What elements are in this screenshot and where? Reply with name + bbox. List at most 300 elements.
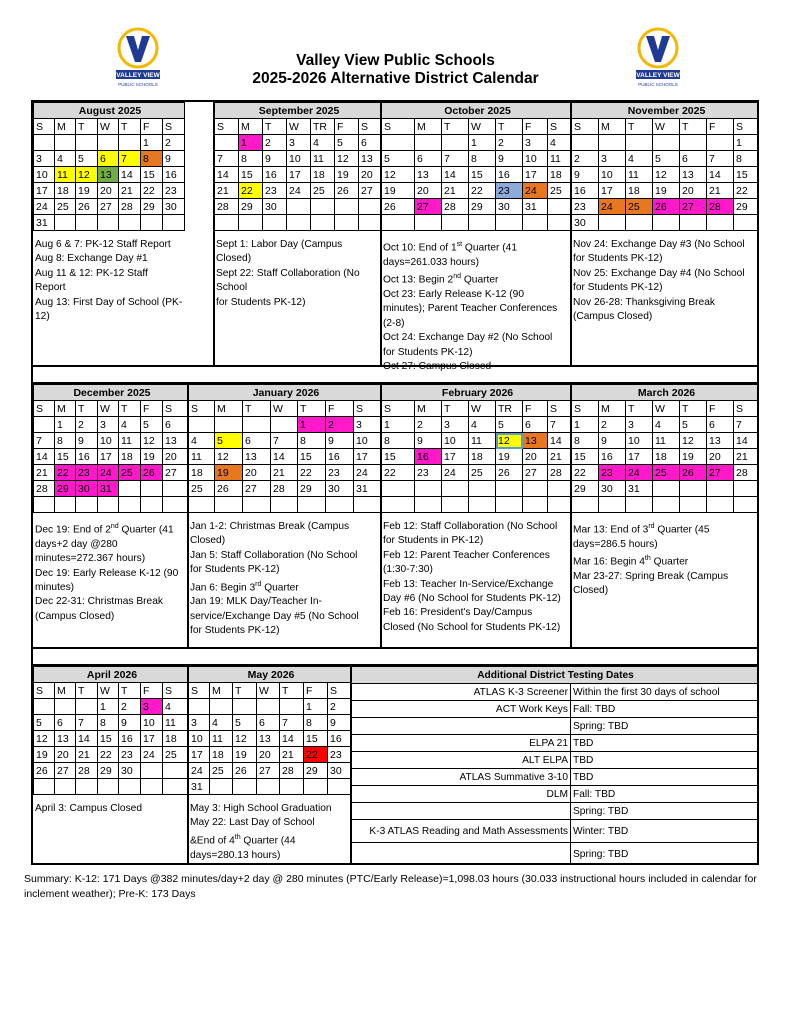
day-cell: 2 (572, 151, 599, 167)
day-cell (34, 417, 55, 433)
weekday-header: S (189, 683, 210, 699)
weekday-header: F (523, 119, 548, 135)
weekday-header: M (55, 683, 76, 699)
weekday-header: W (271, 401, 298, 417)
day-cell: 25 (311, 183, 335, 199)
day-cell (626, 215, 653, 231)
note-line: Dec 22-31: Christmas Break (35, 596, 163, 608)
day-cell: 1 (382, 417, 415, 433)
day-cell: 31 (34, 215, 55, 231)
day-cell: 11 (653, 433, 680, 449)
day-cell: 17 (189, 747, 210, 763)
day-cell: 26 (680, 465, 707, 481)
day-cell (163, 763, 189, 779)
day-cell (328, 779, 352, 795)
day-cell (496, 215, 523, 231)
day-cell: 28 (442, 199, 469, 215)
day-cell (215, 215, 239, 231)
day-cell (572, 135, 599, 151)
day-cell: 14 (215, 167, 239, 183)
day-cell: 2 (119, 699, 141, 715)
day-cell: 22 (141, 183, 163, 199)
day-cell: 10 (34, 167, 55, 183)
day-cell: 4 (189, 433, 215, 449)
day-cell (548, 481, 572, 497)
weekday-header: M (210, 683, 233, 699)
day-cell: 16 (496, 167, 523, 183)
day-cell: 8 (298, 433, 326, 449)
day-cell (263, 215, 287, 231)
day-cell: 23 (119, 747, 141, 763)
day-cell: 19 (76, 183, 98, 199)
calendar-title: 2025-2026 Alternative District Calendar (252, 70, 539, 87)
day-cell (215, 135, 239, 151)
day-cell: 26 (141, 465, 163, 481)
day-cell: 20 (707, 449, 734, 465)
note-line: &End of 4th Quarter (44 (190, 833, 296, 847)
day-cell: 29 (734, 199, 760, 215)
day-cell (280, 699, 304, 715)
test-name (352, 803, 571, 820)
test-date: TBD (571, 735, 760, 752)
note-line: for Students PK-12) (573, 253, 663, 265)
day-cell: 29 (304, 763, 328, 779)
day-cell: 24 (189, 763, 210, 779)
day-cell: 26 (335, 183, 359, 199)
day-cell: 20 (415, 183, 442, 199)
note-line: Closed (No School for Students PK-12) (383, 621, 561, 633)
note-line: days+2 day @280 (35, 538, 118, 550)
day-cell: 6 (523, 417, 548, 433)
day-cell: 20 (243, 465, 271, 481)
day-cell (215, 417, 243, 433)
day-cell: 13 (55, 731, 76, 747)
weekday-header: S (189, 401, 215, 417)
day-cell: 25 (548, 183, 572, 199)
day-cell: 3 (442, 417, 469, 433)
test-name: ELPA 21 (352, 735, 571, 752)
day-cell (257, 699, 280, 715)
day-cell (98, 215, 119, 231)
day-cell: 22 (98, 747, 119, 763)
day-cell: 11 (469, 433, 496, 449)
day-cell: 6 (163, 417, 189, 433)
day-cell: 6 (415, 151, 442, 167)
note-line: Jan 1-2: Christmas Break (Campus (190, 521, 350, 532)
day-cell: 30 (263, 199, 287, 215)
note-line: Mar 16: Begin 4th Quarter (573, 555, 689, 568)
day-cell: 3 (141, 699, 163, 715)
weekday-header: T (76, 119, 98, 135)
weekday-header: S (548, 401, 572, 417)
day-cell (548, 497, 572, 513)
note-line: Feb 12: Staff Collaboration (No School (383, 521, 558, 532)
day-cell (34, 779, 55, 795)
day-cell (210, 779, 233, 795)
day-cell: 22 (572, 465, 599, 481)
day-cell (233, 779, 257, 795)
note-line: Mar 23-27: Spring Break (Campus (573, 571, 729, 582)
day-cell: 24 (599, 199, 626, 215)
day-cell (707, 481, 734, 497)
day-cell: 14 (271, 449, 298, 465)
day-cell: 29 (469, 199, 496, 215)
note-line: Jan 19: MLK Day/Teacher In- (190, 596, 322, 608)
note-line: for Students PK-12) (216, 296, 306, 308)
weekday-header: S (734, 401, 760, 417)
day-cell (415, 497, 442, 513)
day-cell (523, 481, 548, 497)
day-cell: 2 (163, 135, 185, 151)
day-cell: 30 (76, 481, 98, 497)
day-cell: 17 (287, 167, 311, 183)
weekday-header: T (76, 683, 98, 699)
day-cell: 25 (626, 199, 653, 215)
note-line: (1:30-7:30) (383, 564, 433, 576)
note-line: Aug 8: Exchange Day #1 (35, 253, 148, 265)
note-line: for Students in PK-12) (383, 535, 484, 547)
weekday-header: S (163, 119, 185, 135)
test-name: ATLAS K-3 Screener (352, 684, 571, 701)
weekday-header: S (382, 401, 415, 417)
note-line: (2-8) (383, 317, 405, 329)
test-date: Within the first 30 days of school (571, 684, 760, 701)
day-cell: 27 (415, 199, 442, 215)
notes-december (33, 519, 188, 625)
weekday-header: F (335, 119, 359, 135)
weekday-header: W (653, 401, 680, 417)
day-cell: 19 (34, 747, 55, 763)
notes-november (571, 237, 759, 325)
day-cell: 25 (210, 763, 233, 779)
day-cell: 15 (141, 167, 163, 183)
notes-august (33, 237, 214, 325)
day-cell: 3 (626, 417, 653, 433)
day-cell (163, 481, 189, 497)
day-cell (572, 497, 599, 513)
logo-name: VALLEY VIEW (636, 72, 680, 79)
month-title: March 2026 (572, 385, 760, 401)
day-cell (707, 497, 734, 513)
test-name: ACT Work Keys (352, 701, 571, 718)
note-line: days=261.033 hours) (383, 256, 480, 268)
day-cell: 7 (76, 715, 98, 731)
day-cell: 28 (707, 199, 734, 215)
weekday-header: M (55, 119, 76, 135)
day-cell: 1 (141, 135, 163, 151)
test-name: ATLAS Summative 3-10 (352, 769, 571, 786)
weekday-header: TR (311, 119, 335, 135)
day-cell (287, 215, 311, 231)
day-cell: 19 (215, 465, 243, 481)
note-line: Oct 13: Begin 2nd Quarter (383, 273, 499, 286)
test-date: TBD (571, 752, 760, 769)
day-cell: 10 (189, 731, 210, 747)
weekday-header: F (141, 683, 163, 699)
day-cell: 29 (298, 481, 326, 497)
notes-march (571, 519, 759, 600)
weekday-header: W (653, 119, 680, 135)
test-name (352, 843, 571, 866)
day-cell: 25 (163, 747, 189, 763)
day-cell (415, 481, 442, 497)
day-cell: 18 (626, 183, 653, 199)
day-cell: 14 (280, 731, 304, 747)
day-cell: 9 (163, 151, 185, 167)
note-line: Closed) (573, 585, 609, 597)
day-cell (354, 497, 382, 513)
day-cell (141, 481, 163, 497)
day-cell (707, 135, 734, 151)
weekday-header: T (626, 401, 653, 417)
day-cell (215, 497, 243, 513)
day-cell: 13 (415, 167, 442, 183)
day-cell (734, 215, 760, 231)
day-cell: 27 (707, 465, 734, 481)
day-cell: 1 (734, 135, 760, 151)
weekday-header: S (163, 683, 189, 699)
day-cell: 24 (523, 183, 548, 199)
day-cell: 8 (304, 715, 328, 731)
day-cell (189, 417, 215, 433)
day-cell: 19 (141, 449, 163, 465)
test-date: Spring: TBD (571, 718, 760, 735)
testing-title: Additional District Testing Dates (352, 667, 760, 684)
day-cell: 20 (359, 167, 382, 183)
day-cell: 3 (98, 417, 119, 433)
day-cell: 29 (572, 481, 599, 497)
day-cell: 30 (119, 763, 141, 779)
day-cell: 3 (287, 135, 311, 151)
day-cell: 21 (707, 183, 734, 199)
day-cell: 30 (496, 199, 523, 215)
day-cell: 2 (496, 135, 523, 151)
day-cell: 28 (548, 465, 572, 481)
day-cell: 15 (298, 449, 326, 465)
day-cell: 8 (55, 433, 76, 449)
day-cell: 11 (189, 449, 215, 465)
day-cell: 23 (599, 465, 626, 481)
day-cell: 23 (263, 183, 287, 199)
day-cell (280, 779, 304, 795)
day-cell: 9 (328, 715, 352, 731)
day-cell: 16 (328, 731, 352, 747)
day-cell (734, 481, 760, 497)
day-cell: 28 (734, 465, 760, 481)
day-cell: 14 (707, 167, 734, 183)
day-cell: 13 (359, 151, 382, 167)
day-cell: 6 (707, 417, 734, 433)
day-cell: 22 (298, 465, 326, 481)
day-cell: 5 (680, 417, 707, 433)
page-title (0, 52, 791, 88)
day-cell (141, 215, 163, 231)
day-cell (311, 215, 335, 231)
day-cell (548, 199, 572, 215)
day-cell (496, 481, 523, 497)
day-cell: 20 (98, 183, 119, 199)
day-cell: 21 (280, 747, 304, 763)
day-cell: 20 (257, 747, 280, 763)
day-cell: 17 (141, 731, 163, 747)
day-cell: 15 (734, 167, 760, 183)
test-name: ALT ELPA (352, 752, 571, 769)
day-cell: 13 (98, 167, 119, 183)
day-cell: 16 (572, 183, 599, 199)
day-cell (680, 481, 707, 497)
day-cell (415, 135, 442, 151)
weekday-header: S (359, 119, 382, 135)
day-cell: 25 (653, 465, 680, 481)
day-cell: 5 (34, 715, 55, 731)
month-title: February 2026 (382, 385, 572, 401)
weekday-header: T (119, 401, 141, 417)
day-cell (311, 199, 335, 215)
day-cell: 24 (354, 465, 382, 481)
day-cell: 16 (326, 449, 354, 465)
weekday-header: M (215, 401, 243, 417)
weekday-header: W (469, 119, 496, 135)
day-cell: 12 (76, 167, 98, 183)
note-line: Aug 13: First Day of School (PK- (35, 296, 183, 308)
day-cell: 23 (76, 465, 98, 481)
day-cell (734, 497, 760, 513)
day-cell: 12 (141, 433, 163, 449)
day-cell (415, 215, 442, 231)
day-cell: 9 (76, 433, 98, 449)
month-october (381, 102, 572, 231)
day-cell: 16 (76, 449, 98, 465)
weekday-header: S (354, 401, 382, 417)
day-cell: 31 (98, 481, 119, 497)
note-line: Nov 24: Exchange Day #3 (No School (573, 239, 745, 250)
test-name (352, 718, 571, 735)
month-march (571, 384, 759, 513)
day-cell (55, 699, 76, 715)
day-cell: 27 (523, 465, 548, 481)
day-cell (141, 763, 163, 779)
note-line: 12) (35, 311, 50, 323)
day-cell (98, 779, 119, 795)
weekday-header: F (141, 401, 163, 417)
notes-september (214, 237, 381, 311)
day-cell: 7 (280, 715, 304, 731)
day-cell: 4 (626, 151, 653, 167)
day-cell: 21 (76, 747, 98, 763)
day-cell: 31 (626, 481, 653, 497)
day-cell: 23 (572, 199, 599, 215)
weekday-header: T (442, 401, 469, 417)
day-cell: 20 (680, 183, 707, 199)
day-cell: 12 (653, 167, 680, 183)
day-cell: 14 (34, 449, 55, 465)
day-cell: 14 (734, 433, 760, 449)
weekday-header: S (328, 683, 352, 699)
day-cell (76, 497, 98, 513)
day-cell: 8 (469, 151, 496, 167)
note-line: service/Exchange Day #5 (No School (190, 610, 359, 622)
weekday-header: T (119, 683, 141, 699)
day-cell: 5 (382, 151, 415, 167)
day-cell (626, 497, 653, 513)
day-cell: 23 (496, 183, 523, 199)
note-line: (Campus Closed) (573, 311, 653, 323)
day-cell: 9 (119, 715, 141, 731)
day-cell: 12 (680, 433, 707, 449)
day-cell: 24 (34, 199, 55, 215)
day-cell: 24 (98, 465, 119, 481)
day-cell (119, 497, 141, 513)
day-cell: 9 (599, 433, 626, 449)
day-cell: 28 (215, 199, 239, 215)
day-cell (382, 481, 415, 497)
note-line: Aug 6 & 7: PK-12 Staff Report (35, 239, 171, 250)
weekday-header: T (233, 683, 257, 699)
day-cell: 18 (119, 449, 141, 465)
weekday-header: W (98, 683, 119, 699)
weekday-header: W (257, 683, 280, 699)
weekday-header: M (415, 119, 442, 135)
note-line: Nov 26-28: Thanksgiving Break (573, 296, 715, 308)
note-line: for Students PK-12) (383, 346, 473, 358)
weekday-header: S (734, 119, 760, 135)
note-line: Day #6 (No School for Students PK-12) (383, 593, 561, 605)
day-cell (442, 497, 469, 513)
day-cell: 14 (442, 167, 469, 183)
day-cell: 6 (257, 715, 280, 731)
day-cell: 9 (326, 433, 354, 449)
day-cell (680, 215, 707, 231)
day-cell (55, 215, 76, 231)
weekday-header: TR (496, 401, 523, 417)
day-cell: 13 (523, 433, 548, 449)
day-cell (34, 135, 55, 151)
day-cell: 21 (734, 449, 760, 465)
weekday-header: S (163, 401, 189, 417)
day-cell: 3 (599, 151, 626, 167)
day-cell: 4 (311, 135, 335, 151)
weekday-header: W (98, 119, 119, 135)
day-cell: 29 (55, 481, 76, 497)
note-line: Jan 6: Begin 3rd Quarter (190, 580, 299, 594)
weekday-header: W (287, 119, 311, 135)
day-cell: 22 (304, 747, 328, 763)
day-cell: 29 (141, 199, 163, 215)
day-cell: 9 (496, 151, 523, 167)
day-cell: 2 (263, 135, 287, 151)
day-cell: 15 (469, 167, 496, 183)
day-cell: 12 (34, 731, 55, 747)
day-cell: 26 (76, 199, 98, 215)
weekday-header: F (304, 683, 328, 699)
day-cell (442, 481, 469, 497)
note-line: minutes) (35, 582, 75, 594)
weekday-header: S (548, 119, 572, 135)
day-cell (469, 481, 496, 497)
test-date: Spring: TBD (571, 803, 760, 820)
day-cell (359, 215, 382, 231)
day-cell: 4 (653, 417, 680, 433)
note-line: Feb 13: Teacher In-Service/Exchange (383, 578, 554, 590)
note-line: for Students PK-12) (573, 282, 663, 294)
day-cell: 4 (548, 135, 572, 151)
day-cell (239, 215, 263, 231)
day-cell: 8 (572, 433, 599, 449)
day-cell: 30 (326, 481, 354, 497)
day-cell: 19 (653, 183, 680, 199)
day-cell: 6 (98, 151, 119, 167)
day-cell: 11 (163, 715, 189, 731)
